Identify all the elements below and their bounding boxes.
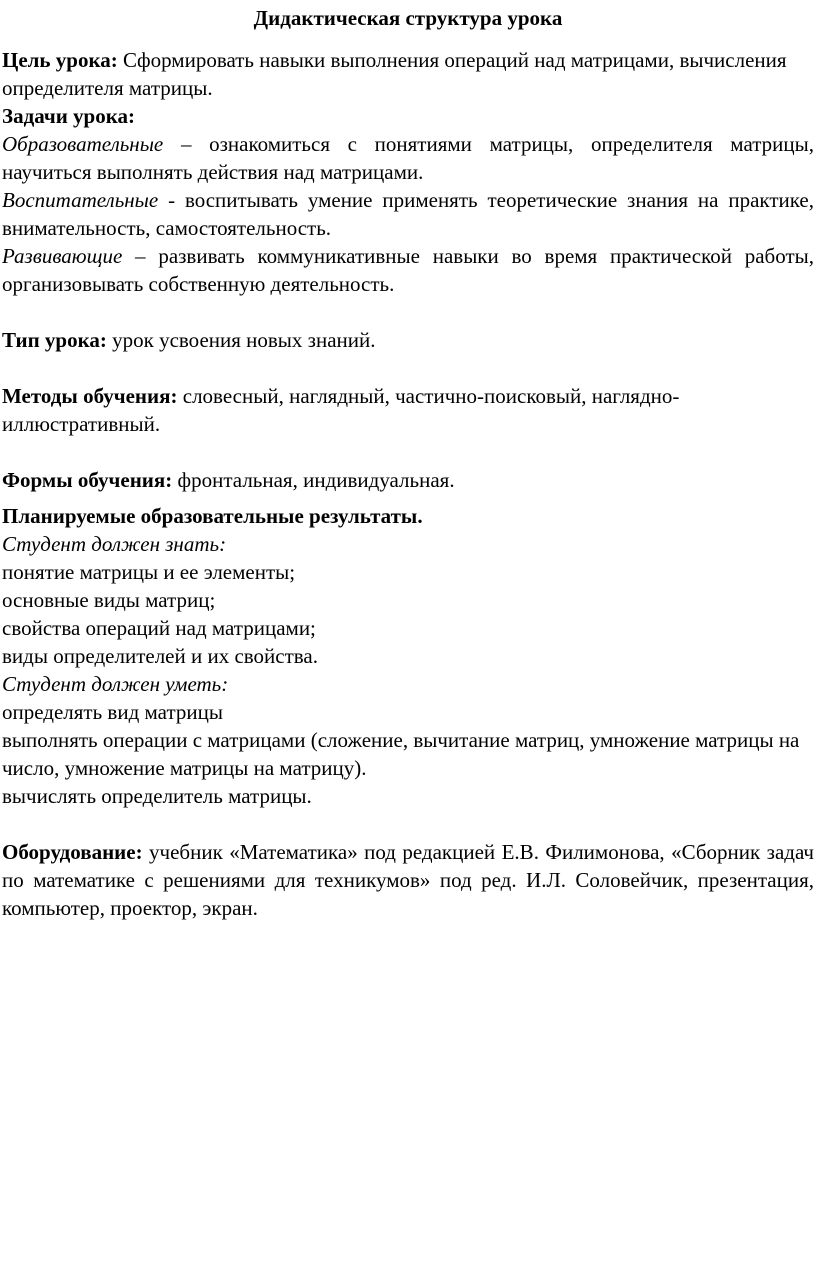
task-educational [2, 130, 814, 186]
equipment-paragraph [2, 838, 814, 922]
goal-paragraph [2, 46, 814, 102]
forms-paragraph [2, 466, 814, 494]
spacer [2, 494, 814, 502]
equipment-text: учебник «Математика» под редакцией Е.В. Филимонова, «Сборник задач по математике с решениями для техникумов» под ред. И.Л. Соловейчик, презентация, компьютер, проектор, экран. [2, 840, 814, 920]
forms-label: Формы обучения: [2, 468, 173, 492]
know-item: виды определителей и их свойства. [2, 644, 319, 668]
able-item: выполнять операции с матрицами (сложение, вычитание матриц, умножение матрицы на число, умножение матрицы на матрицу). [2, 728, 800, 780]
task-educational-text: – ознакомиться с понятиями матрицы, определителя матрицы, научиться выполнять действия над матрицами. [2, 132, 814, 184]
spacer [2, 354, 814, 382]
task-developing-label: Развивающие [2, 244, 123, 268]
task-developing [2, 242, 814, 298]
know-item: основные виды матриц; [2, 588, 216, 612]
forms-text: фронтальная, индивидуальная. [172, 468, 455, 492]
able-item: вычислять определитель матрицы. [2, 784, 312, 808]
goal-text: Сформировать навыки выполнения операций над матрицами, вычисления определителя матрицы. [2, 48, 787, 100]
tasks-heading: Задачи урока: [2, 104, 136, 128]
spacer [2, 438, 814, 466]
goal-label: Цель урока: [2, 48, 118, 72]
lesson-type-label: Тип урока: [2, 328, 107, 352]
know-heading: Студент должен знать: [2, 532, 227, 556]
document-title: Дидактическая структура урока [253, 6, 563, 30]
task-upbringing-text: - воспитывать умение применять теоретические знания на практике, внимательность, самостоятельность. [2, 188, 814, 240]
lesson-type-paragraph [2, 326, 814, 354]
results-heading: Планируемые образовательные результаты. [2, 504, 423, 528]
spacer [2, 298, 814, 326]
able-item: определять вид матрицы [2, 700, 223, 724]
task-educational-label: Образовательные [2, 132, 164, 156]
methods-paragraph [2, 382, 814, 438]
able-heading: Студент должен уметь: [2, 672, 229, 696]
task-upbringing [2, 186, 814, 242]
methods-label: Методы обучения: [2, 384, 178, 408]
task-upbringing-label: Воспитательные [2, 188, 159, 212]
methods-text: словесный, наглядный, частично-поисковый, наглядно-иллюстративный. [2, 384, 680, 436]
lesson-type-text: урок усвоения новых знаний. [106, 328, 376, 352]
equipment-label: Оборудование: [2, 840, 143, 864]
spacer [2, 810, 814, 838]
know-item: свойства операций над матрицами; [2, 616, 316, 640]
task-developing-text: – развивать коммуникативные навыки во время практической работы, организовывать собственную деятельность. [2, 244, 814, 296]
know-item: понятие матрицы и ее элементы; [2, 560, 296, 584]
